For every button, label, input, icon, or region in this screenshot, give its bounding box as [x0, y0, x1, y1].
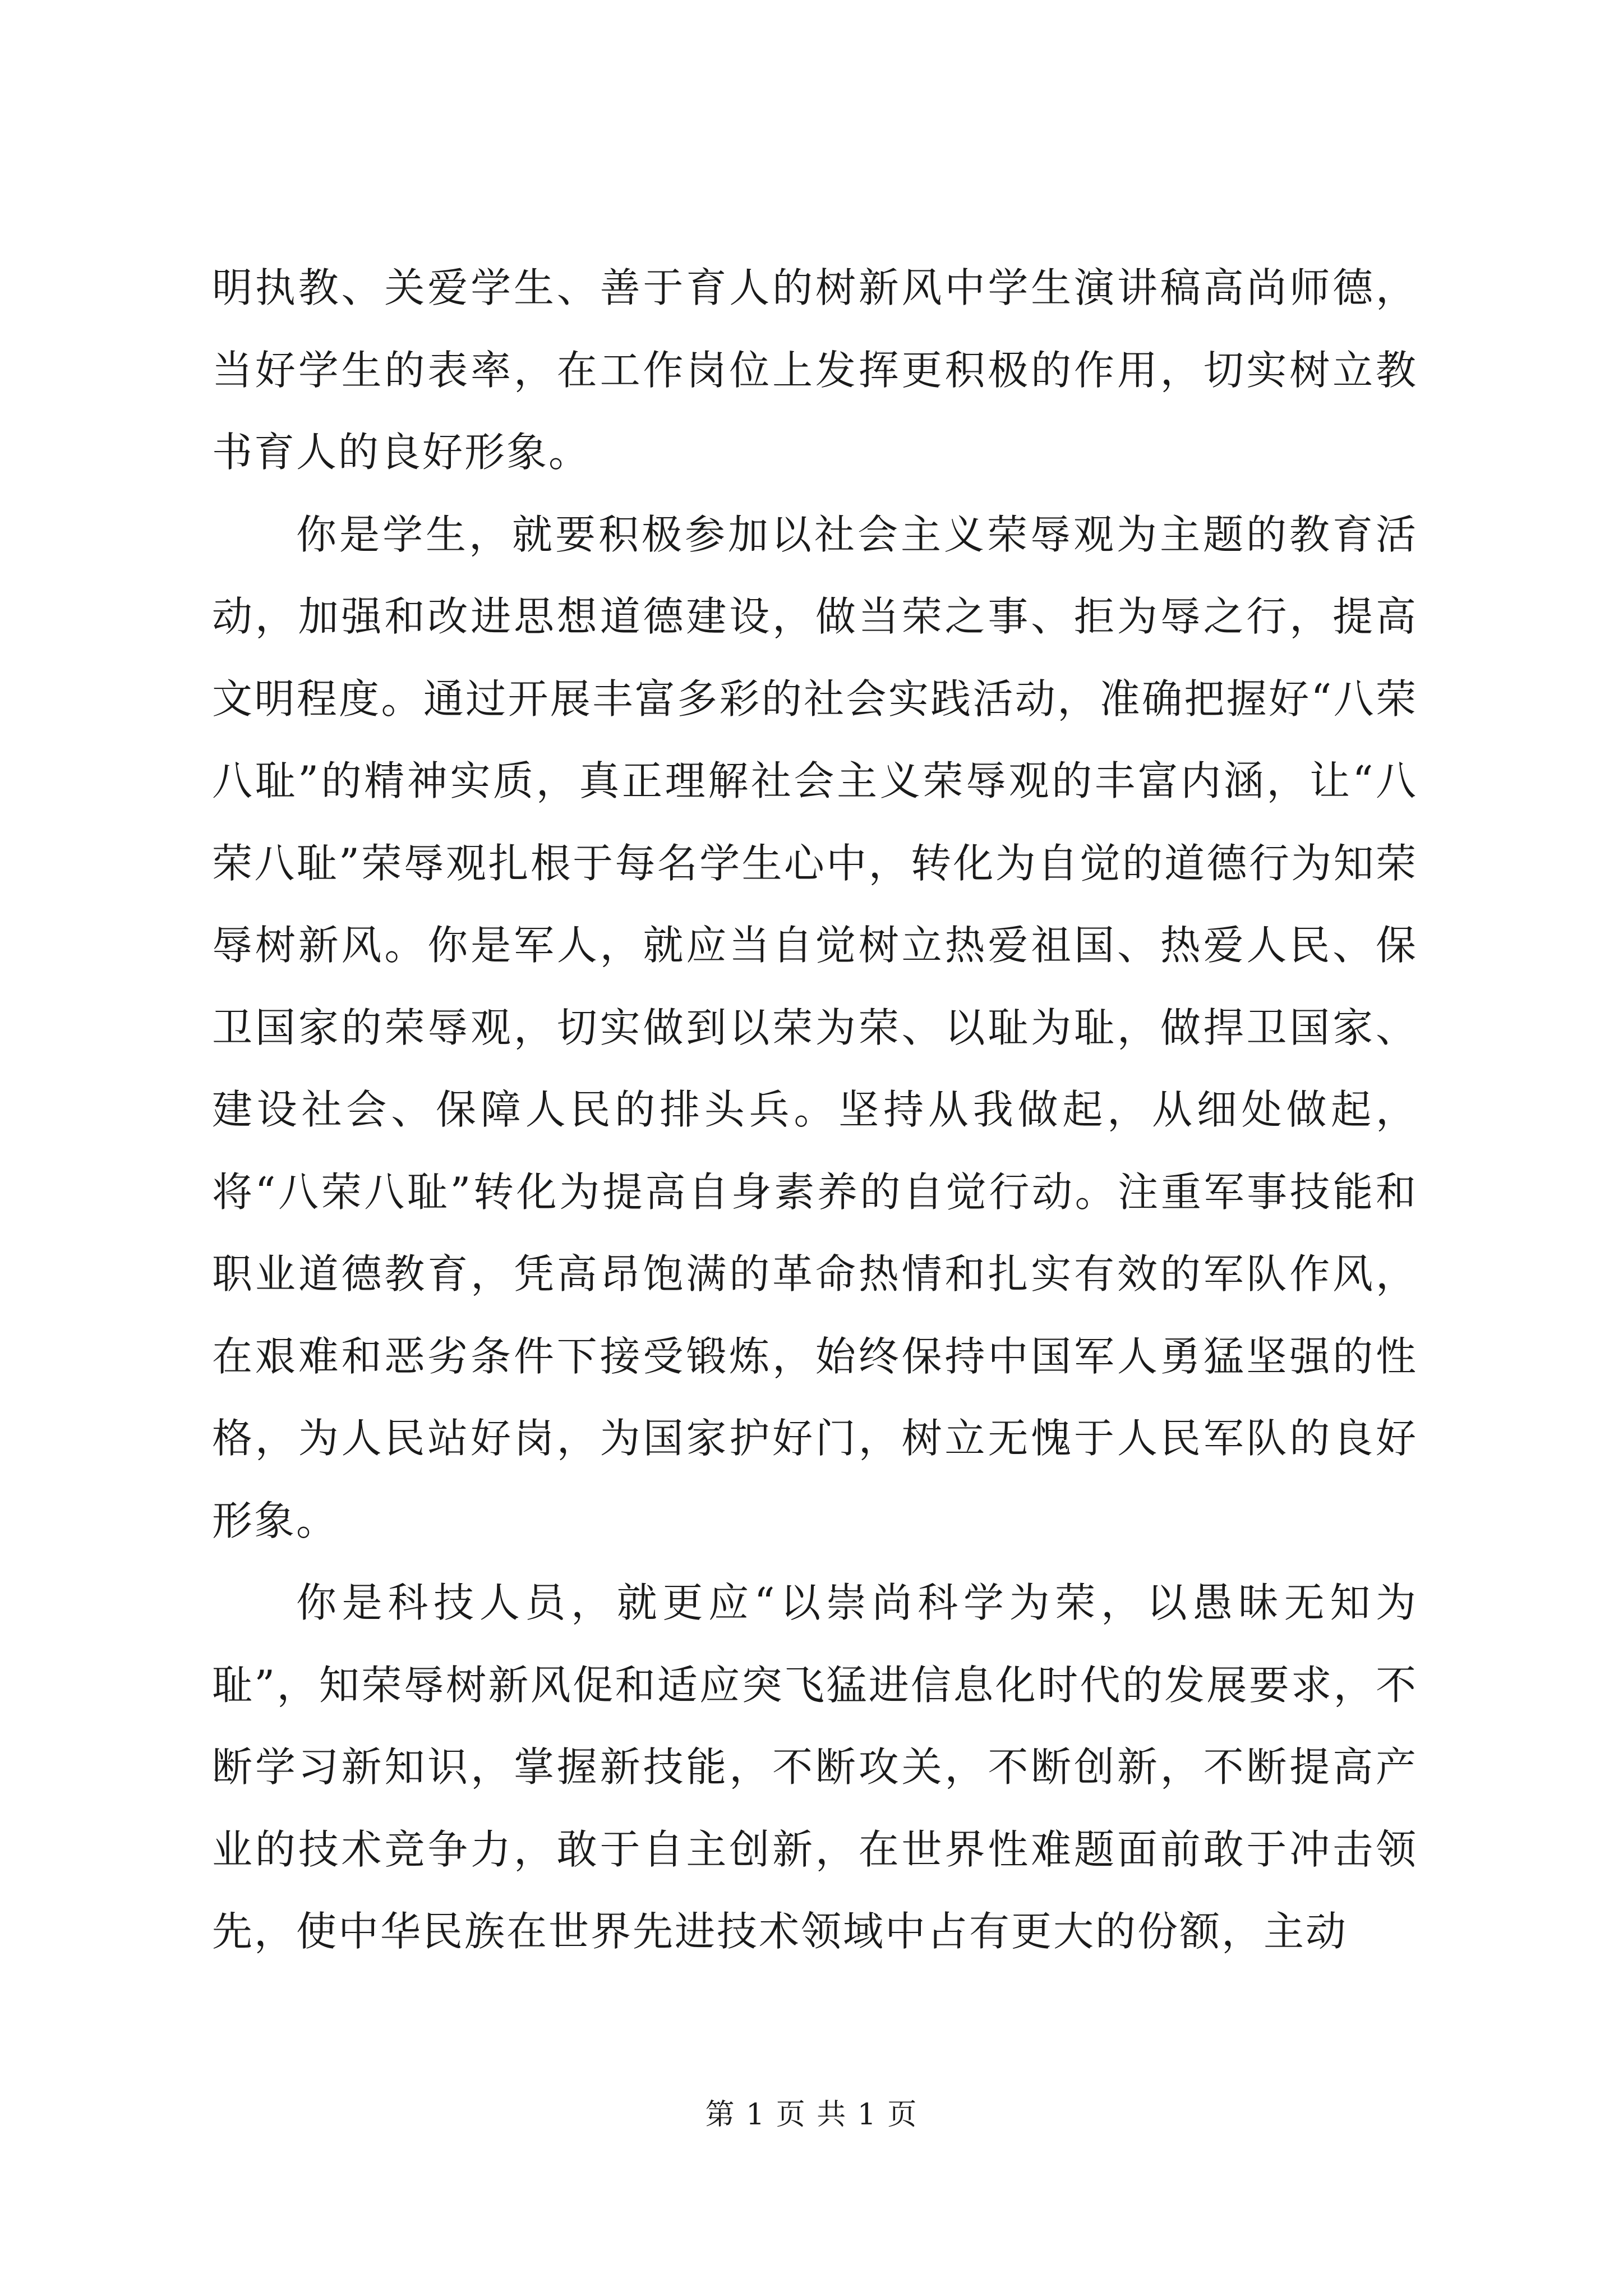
paragraph-scientists: 你是科技人员，就更应“以崇尚科学为荣，以愚昧无知为耻”，知荣辱树新风促和适应突飞猛进信息化时代的发展要求，不断学习新知识，掌握新技能，不断攻关，不断创新，不断提高产业的技术竞争力，敢于自主创新，在世界性难题面前敢于冲击领先，使中华民族在世界先进技术领域中占有更大的份额，主动 — [212, 1579, 1418, 1955]
paragraph-students-soldiers: 你是学生，就要积极参加以社会主义荣辱观为主题的教育活动，加强和改进思想道德建设，做当荣之事、拒为辱之行，提高文明程度。通过开展丰富多彩的社会实践活动，准确把握好“八荣八耻”的精神实质，真正理解社会主义荣辱观的丰富内涵，让“八荣八耻”荣辱观扎根于每名学生心中，转化为自觉的道德行为知荣辱树新风。你是军人，就应当自觉树立热爱祖国、热爱人民、保卫国家的荣辱观，切实做到以荣为荣、以耻为耻，做捍卫国家、建设社会、保障人民的排头兵。坚持从我做起，从细处做起，将“八荣八耻”转化为提高自身素养的自觉行动。注重军事技能和职业道德教育，凭高昂饱满的革命热情和扎实有效的军队作风，在艰难和恶劣条件下接受锻炼，始终保持中国军人勇猛坚强的性格，为人民站好岗，为国家护好门，树立无愧于人民军队的良好形象。 — [212, 510, 1418, 1544]
page-number-footer: 第 1 页 共 1 页 — [705, 2098, 918, 2132]
paragraph-continuation: 明执教、关爱学生、善于育人的树新风中学生演讲稿高尚师德，当好学生的表率，在工作岗位上发挥更积极的作用，切实树立教书育人的良好形象。 — [212, 264, 1418, 476]
document-body — [212, 247, 1418, 1973]
